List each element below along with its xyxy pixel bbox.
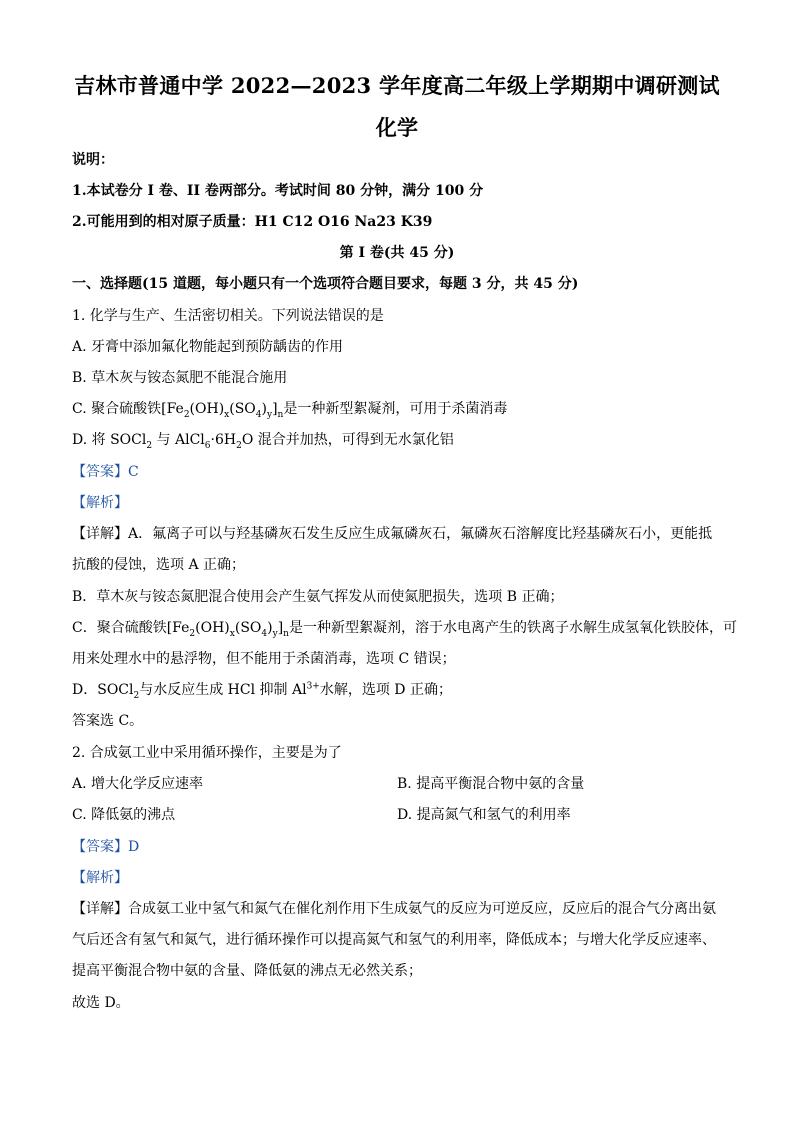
exam-title: 吉林市普通中学 2022—2023 学年度高二年级上学期期中调研测试	[74, 73, 720, 98]
question-2-option-b: B. 提高平衡混合物中氨的含量	[397, 776, 585, 792]
instructions-heading: 说明：	[72, 152, 114, 168]
section-heading: 一、选择题(15 道题，每小题只有一个选项符合题目要求，每题 3 分，共 45 分)	[72, 276, 579, 292]
question-1-option-b: B. 草木灰与铵态氮肥不能混合施用	[72, 370, 288, 386]
question-2-option-a: A. 增大化学反应速率	[72, 776, 204, 792]
question-1-detail-a1: 【详解】A．氟离子可以与羟基磷灰石发生反应生成氟磷灰石，氟磷灰石溶解度比羟基磷灰石小，更能抵	[72, 526, 713, 542]
question-2-analysis: 【解析】	[72, 870, 128, 886]
question-1-stem: 1. 化学与生产、生活密切相关。下列说法错误的是	[72, 308, 384, 324]
question-1-detail-a2: 抗酸的侵蚀，选项 A 正确；	[72, 557, 246, 573]
question-1-option-a: A. 牙膏中添加氟化物能起到预防龋齿的作用	[72, 339, 344, 355]
question-2-answer: 【答案】D	[72, 839, 140, 855]
question-1-conclusion: 答案选 C。	[72, 713, 144, 729]
question-1-analysis: 【解析】	[72, 495, 128, 511]
question-1-detail-d: D．SOCl$_2$与水反应生成 HCl 抑制 $Al^{3+}$水解，选项 D 正确；	[72, 681, 452, 701]
question-1-answer: 【答案】C	[72, 464, 139, 480]
question-2-stem: 2. 合成氨工业中采用循环操作，主要是为了	[72, 745, 342, 761]
question-2-detail-1: 【详解】合成氨工业中氢气和氮气在催化剂作用下生成氨气的反应为可逆反应，反应后的混合气分离出氨	[72, 901, 716, 917]
question-2-option-d: D. 提高氮气和氢气的利用率	[397, 807, 571, 823]
question-1-option-c: C. 聚合硫酸铁$[Fe_2(OH)_x(SO_4)_y]_n$是一种新型絮凝剂，可用于杀菌消毒	[72, 401, 508, 420]
question-1-detail-c1: C．聚合硫酸铁$[Fe_2(OH)_x(SO_4)_y]_n$是一种新型絮凝剂，溶于水电离产生的铁离子水解生成氢氧化铁胶体，可	[72, 620, 737, 639]
question-2-detail-3: 提高平衡混合物中氨的含量、降低氨的沸点无必然关系；	[72, 963, 422, 979]
instruction-2: 2.可能用到的相对原子质量：H1 C12 O16 Na23 K39	[72, 214, 433, 230]
question-1-detail-b: B．草木灰与铵态氮肥混合使用会产生氨气挥发从而使氮肥损失，选项 B 正确；	[72, 589, 564, 605]
question-2-detail-2: 气后还含有氢气和氮气，进行循环操作可以提高氮气和氢气的利用率，降低成本；与增大化学反应速率、	[72, 932, 716, 948]
question-2-option-c: C. 降低氨的沸点	[72, 807, 176, 823]
question-2-conclusion: 故选 D。	[72, 995, 130, 1011]
instruction-1: 1.本试卷分 I 卷、II 卷两部分。考试时间 80 分钟，满分 100 分	[72, 183, 484, 199]
subject-title: 化学	[375, 115, 419, 140]
question-1-detail-c2: 用来处理水中的悬浮物，但不能用于杀菌消毒，选项 C 错误；	[72, 651, 456, 667]
question-1-option-d: D. 将 SOCl$_2$ 与 $AlCl_6\cdot 6H_2O$ 混合并加热，可得到无水氯化铝	[72, 432, 454, 451]
part-heading: 第 I 卷(共 45 分)	[339, 245, 455, 261]
